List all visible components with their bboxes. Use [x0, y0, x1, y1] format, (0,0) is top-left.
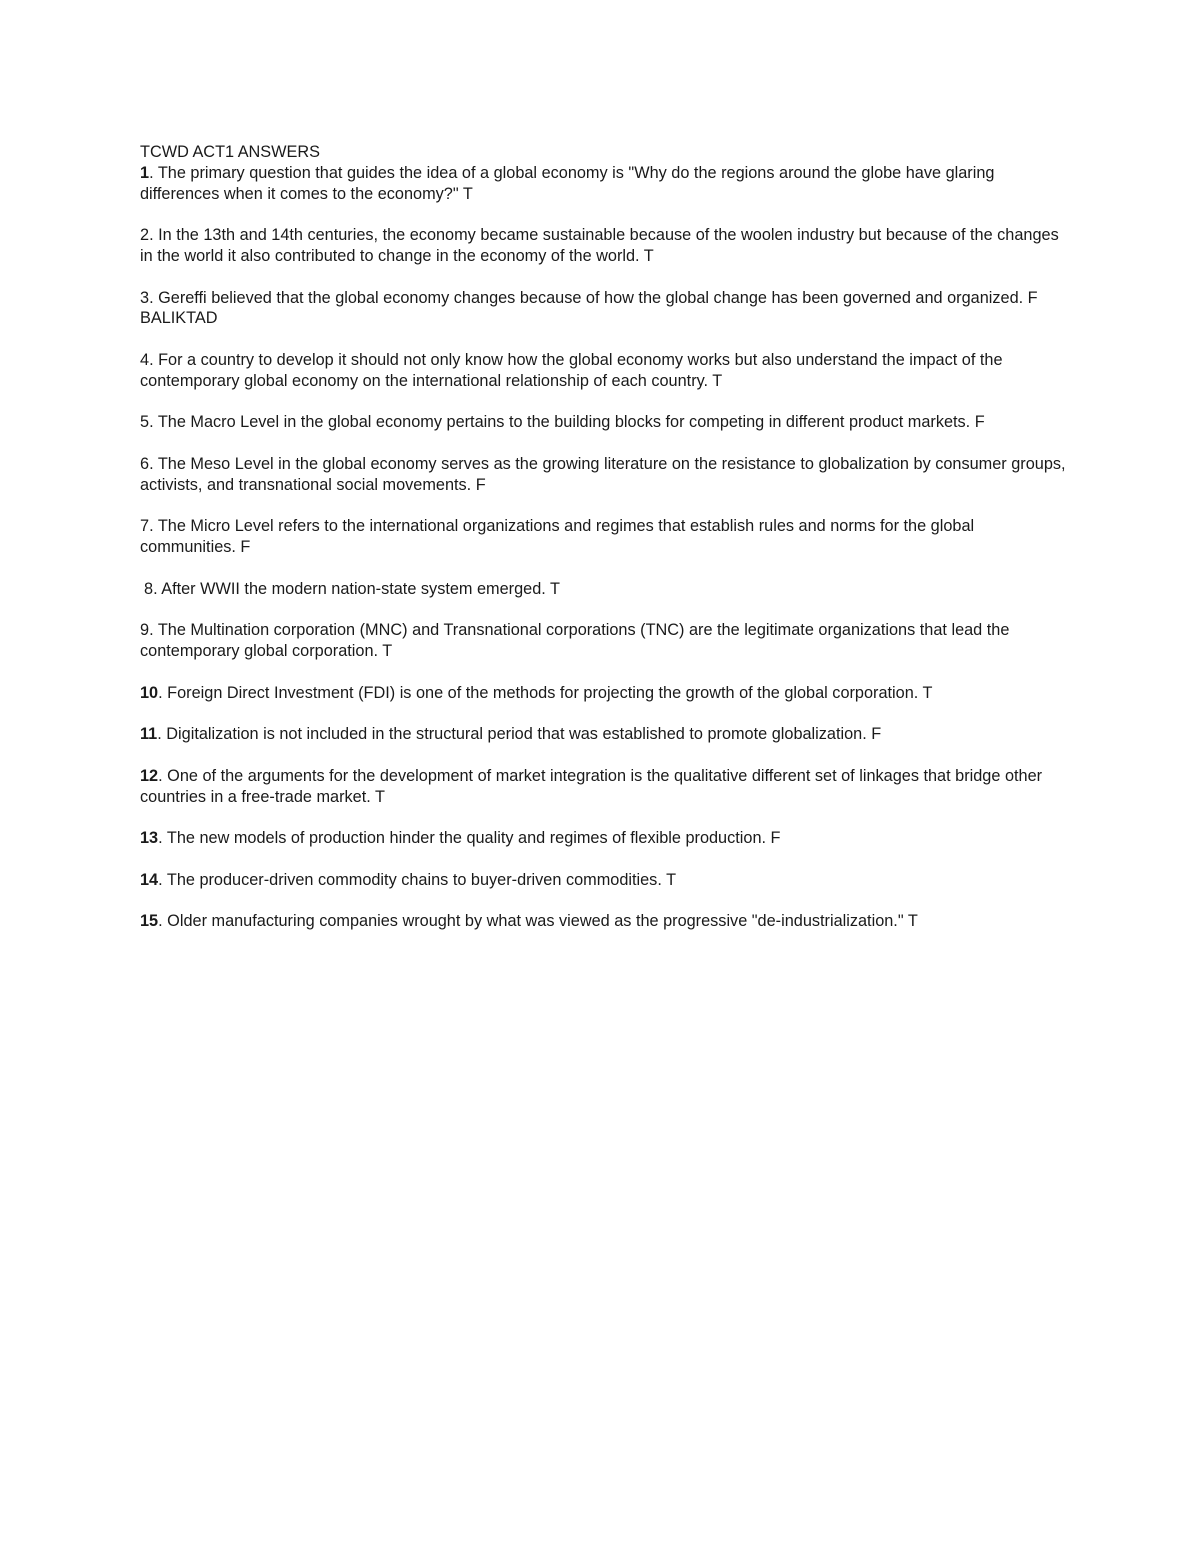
question-text: . The Multination corporation (MNC) and Transnational corporations (TNC) are the legitimate organizations that lead the contemporary global corporation. T: [140, 621, 1010, 661]
question-text: . The primary question that guides the idea of a global economy is "Why do the regions around the globe have glaring differences when it comes to the economy?" T: [140, 163, 995, 203]
question-item: [140, 412, 1070, 433]
question-number: 15: [140, 912, 159, 931]
question-number: 9: [140, 621, 150, 640]
question-number: 8: [144, 579, 154, 598]
question-number: 14: [140, 870, 159, 889]
question-text: . In the 13th and 14th centuries, the economy became sustainable because of the woolen industry but because of the changes in the world it also contributed to change in the economy of the world. T: [140, 226, 1059, 265]
question-number: 4: [140, 350, 150, 369]
document-title: TCWD ACT1 ANSWERS: [140, 143, 321, 161]
question-number: 12: [140, 766, 159, 785]
question-number: 7: [140, 517, 150, 536]
question-text: . The new models of production hinder the quality and regimes of flexible production. F: [158, 829, 781, 848]
question-item: [140, 454, 1070, 496]
question-number: 10: [140, 683, 159, 702]
question-item: [140, 516, 1070, 558]
question-text: . The Micro Level refers to the international organizations and regimes that establish rules and norms for the global communities. F: [140, 517, 975, 557]
document-body: [140, 142, 1070, 953]
question-text: . For a country to develop it should not only know how the global economy works but also understand the impact of the contemporary global economy on the international relationship of each country. T: [140, 350, 1003, 390]
question-text: . Gereffi believed that the global economy changes because of how the global change has been governed and organized. F BALIKTAD: [140, 288, 1038, 328]
question-item: [140, 870, 1070, 891]
question-number: 5: [140, 413, 150, 432]
question-text: . One of the arguments for the development of market integration is the qualitative different set of linkages that bridge other countries in a free-trade market. T: [140, 766, 1043, 806]
question-number: 11: [140, 725, 158, 744]
question-item: [140, 828, 1070, 849]
question-number: 6: [140, 454, 150, 473]
question-item: [140, 766, 1070, 808]
question-text: . The producer-driven commodity chains to buyer-driven commodities. T: [158, 870, 677, 889]
question-number: 3: [140, 288, 150, 307]
question-text: . Older manufacturing companies wrought by what was viewed as the progressive "de-industrialization." T: [158, 912, 918, 931]
question-text: . After WWII the modern nation-state system emerged. T: [153, 579, 560, 598]
question-item: [140, 620, 1070, 662]
question-item: [140, 724, 1070, 745]
question-item: [140, 288, 1070, 330]
question-item: [140, 225, 1070, 267]
question-text: . The Macro Level in the global economy pertains to the building blocks for competing in different product markets. F: [149, 413, 985, 432]
question-item: [140, 911, 1070, 932]
question-text: . Digitalization is not included in the structural period that was established to promote globalization. F: [157, 725, 882, 744]
question-number: 1: [140, 163, 150, 182]
question-item: [140, 579, 1070, 600]
question-text: . Foreign Direct Investment (FDI) is one of the methods for projecting the growth of the global corporation. T: [158, 683, 933, 702]
question-number: 2: [140, 226, 150, 245]
question-number: 13: [140, 829, 159, 848]
question-item: [140, 163, 1070, 205]
question-item: [140, 350, 1070, 392]
question-item: [140, 683, 1070, 704]
question-text: . The Meso Level in the global economy serves as the growing literature on the resistance to globalization by consumer groups, activists, and transnational social movements. F: [140, 454, 1066, 494]
